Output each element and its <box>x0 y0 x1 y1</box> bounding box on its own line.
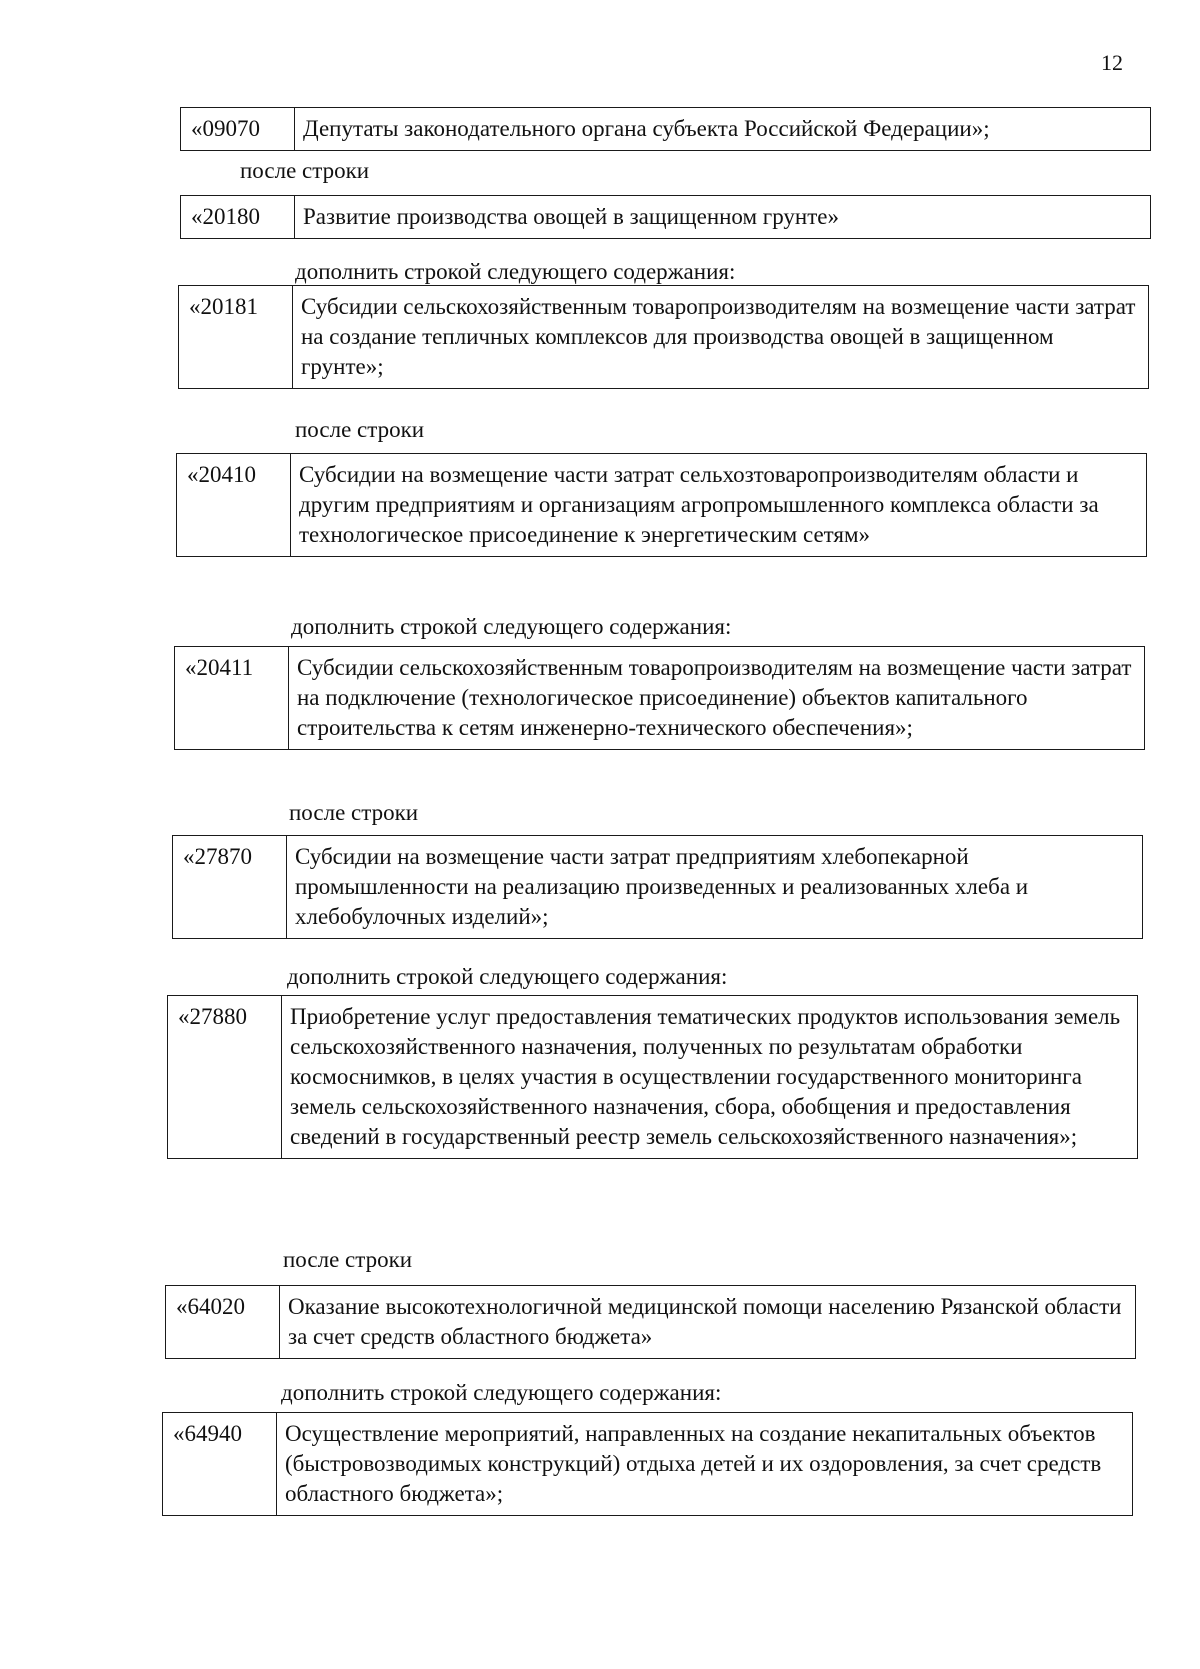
intro-text: дополнить строкой следующего содержания: <box>287 964 728 989</box>
table-row <box>162 1412 1133 1516</box>
row-code: «20180 <box>181 196 295 239</box>
table-row <box>176 453 1147 557</box>
row-text: Приобретение услуг предоставления тематических продуктов использования земель сельскохозяйственного назначения, полученных по результатам обработки космоснимков, в целях участия в осуществлении государственного мониторинга земель сельскохозяйственного назначения, сбора, обобщения и предоставления сведений в государственный реестр земель сельскохозяйственного назначения»; <box>282 996 1138 1159</box>
intro-text: после строки <box>295 417 425 442</box>
table-row <box>172 835 1143 939</box>
row-code: «20411 <box>175 647 289 750</box>
row-text: Субсидии на возмещение части затрат предприятиям хлебопекарной промышленности на реализацию произведенных и реализованных хлеба и хлебобулочных изделий»; <box>287 836 1143 939</box>
table-row <box>180 107 1151 151</box>
page-number: 12 <box>1101 50 1123 75</box>
intro-text: после строки <box>283 1247 413 1272</box>
table-row <box>178 285 1149 389</box>
row-code: «64020 <box>166 1286 280 1359</box>
row-text: Депутаты законодательного органа субъекта Российской Федерации»; <box>295 108 1151 151</box>
row-code: «27880 <box>168 996 282 1159</box>
row-text: Субсидии сельскохозяйственным товаропроизводителям на возмещение части затрат на подключение (технологическое присоединение) объектов капитального строительства к сетям инженерно-технического обеспечения»; <box>289 647 1145 750</box>
row-code: «27870 <box>173 836 287 939</box>
row-text: Субсидии на возмещение части затрат сельхозтоваропроизводителям области и другим предприятиям и организациям агропромышленного комплекса области за технологическое присоединение к энергетическим сетям» <box>291 454 1147 557</box>
row-code: «64940 <box>163 1413 277 1516</box>
intro-text: дополнить строкой следующего содержания: <box>291 614 732 639</box>
row-text: Осуществление мероприятий, направленных на создание некапитальных объектов (быстровозводимых конструкций) отдыха детей и их оздоровления, за счет средств областного бюджета»; <box>277 1413 1133 1516</box>
intro-text: дополнить строкой следующего содержания: <box>295 259 736 284</box>
table-row <box>180 195 1151 239</box>
table-row <box>167 995 1138 1159</box>
intro-text: дополнить строкой следующего содержания: <box>281 1380 722 1405</box>
row-code: «20410 <box>177 454 291 557</box>
table-row <box>174 646 1145 750</box>
table-row <box>165 1285 1136 1359</box>
row-text: Оказание высокотехнологичной медицинской помощи населению Рязанской области за счет средств областного бюджета» <box>280 1286 1136 1359</box>
intro-text: после строки <box>240 158 370 183</box>
row-text: Субсидии сельскохозяйственным товаропроизводителям на возмещение части затрат на создание тепличных комплексов для производства овощей в защищенном грунте»; <box>293 286 1149 389</box>
row-text: Развитие производства овощей в защищенном грунте» <box>295 196 1151 239</box>
row-code: «09070 <box>181 108 295 151</box>
row-code: «20181 <box>179 286 293 389</box>
intro-text: после строки <box>289 800 419 825</box>
